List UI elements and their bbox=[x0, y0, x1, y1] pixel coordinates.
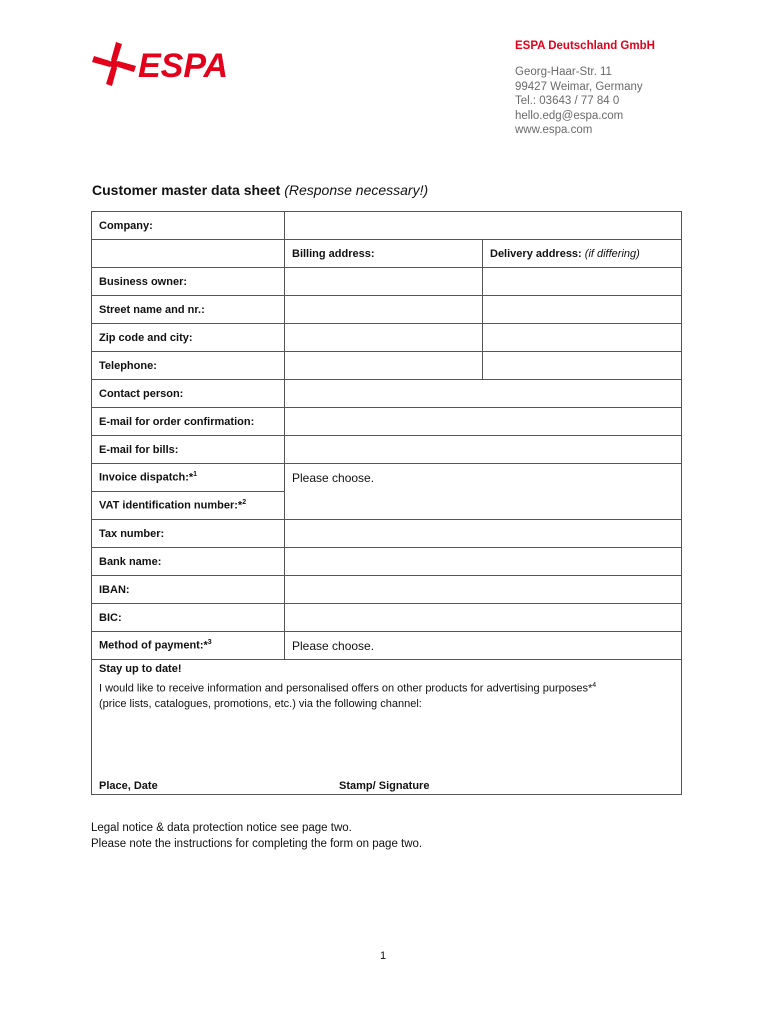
method-payment-select[interactable]: Please choose. bbox=[285, 632, 682, 660]
form-row bbox=[92, 548, 682, 576]
company-street: Georg-Haar-Str. 11 bbox=[515, 66, 612, 78]
method-payment-text: Method of payment:* bbox=[99, 639, 208, 652]
stay-text-line1: I would like to receive information and personalised offers on other products for advertising purposes* bbox=[99, 682, 593, 695]
delivery-address-header bbox=[483, 240, 682, 268]
delivery-header-label: Delivery address: bbox=[490, 247, 582, 260]
form-row bbox=[92, 380, 682, 408]
form-row bbox=[92, 240, 682, 268]
bic-label: BIC: bbox=[92, 604, 285, 632]
footnote-1: 1 bbox=[193, 471, 198, 479]
company-email[interactable]: hello.edg@espa.com bbox=[515, 109, 624, 122]
invoice-dispatch-select[interactable]: Please choose. bbox=[285, 464, 682, 520]
espa-logo bbox=[92, 40, 242, 86]
stay-text-line2: (price lists, catalogues, promotions, etc.) via the following channel: bbox=[99, 697, 422, 710]
tax-number-label: Tax number: bbox=[92, 520, 285, 548]
vat-id-text: VAT identification number:* bbox=[99, 499, 243, 512]
delivery-telephone-field[interactable] bbox=[483, 352, 682, 380]
company-tel: Tel.: 03643 / 77 84 0 bbox=[515, 95, 620, 107]
svg-text:ESPA: ESPA bbox=[138, 47, 229, 85]
form-row bbox=[92, 352, 682, 380]
form-row bbox=[92, 408, 682, 436]
telephone-label: Telephone: bbox=[92, 352, 285, 380]
page-title bbox=[92, 182, 428, 198]
stay-title: Stay up to date! bbox=[99, 663, 182, 675]
form-row bbox=[92, 632, 682, 660]
notes bbox=[91, 820, 422, 852]
title-note: (Response necessary!) bbox=[284, 182, 429, 198]
company-label: Company: bbox=[92, 212, 285, 240]
stay-text bbox=[99, 678, 677, 712]
zip-city-label: Zip code and city: bbox=[92, 324, 285, 352]
bank-name-field[interactable] bbox=[285, 548, 682, 576]
billing-street-field[interactable] bbox=[285, 296, 483, 324]
footnote-4: 4 bbox=[592, 682, 597, 689]
billing-telephone-field[interactable] bbox=[285, 352, 483, 380]
form-row bbox=[92, 576, 682, 604]
footnote-3: 3 bbox=[207, 639, 212, 647]
title-main: Customer master data sheet bbox=[92, 182, 281, 198]
tax-number-field[interactable] bbox=[285, 520, 682, 548]
form-row bbox=[92, 324, 682, 352]
pinwheel-icon bbox=[92, 42, 136, 86]
bic-field[interactable] bbox=[285, 604, 682, 632]
form-row bbox=[92, 268, 682, 296]
empty-cell bbox=[92, 240, 285, 268]
business-owner-label: Business owner: bbox=[92, 268, 285, 296]
form-row bbox=[92, 464, 682, 492]
form-row bbox=[92, 212, 682, 240]
stay-up-to-date-cell bbox=[92, 660, 682, 795]
contact-person-field[interactable] bbox=[285, 380, 682, 408]
legal-notice: Legal notice & data protection notice see page two. bbox=[91, 822, 352, 834]
company-city: 99427 Weimar, Germany bbox=[515, 80, 643, 93]
email-bills-label: E-mail for bills: bbox=[92, 436, 285, 464]
page-number: 1 bbox=[380, 950, 387, 962]
delivery-header-note: (if differing) bbox=[584, 247, 640, 260]
invoice-dispatch-label bbox=[92, 464, 285, 492]
delivery-zip-city-field[interactable] bbox=[483, 324, 682, 352]
iban-field[interactable] bbox=[285, 576, 682, 604]
bank-name-label: Bank name: bbox=[92, 548, 285, 576]
company-field[interactable] bbox=[285, 212, 682, 240]
email-order-label: E-mail for order confirmation: bbox=[92, 408, 285, 436]
instructions-note: Please note the instructions for completing the form on page two. bbox=[91, 838, 423, 850]
company-web[interactable]: www.espa.com bbox=[515, 124, 593, 136]
email-order-field[interactable] bbox=[285, 408, 682, 436]
footnote-2: 2 bbox=[242, 499, 247, 507]
billing-address-header: Billing address: bbox=[285, 240, 483, 268]
form-row bbox=[92, 296, 682, 324]
delivery-business-owner-field[interactable] bbox=[483, 268, 682, 296]
company-name: ESPA Deutschland GmbH bbox=[515, 40, 655, 52]
form-row bbox=[92, 520, 682, 548]
form-row bbox=[92, 436, 682, 464]
company-address bbox=[515, 40, 735, 138]
vat-id-label bbox=[92, 492, 285, 520]
method-payment-label bbox=[92, 632, 285, 660]
street-label: Street name and nr.: bbox=[92, 296, 285, 324]
form-row bbox=[92, 604, 682, 632]
iban-label: IBAN: bbox=[92, 576, 285, 604]
contact-person-label: Contact person: bbox=[92, 380, 285, 408]
form-row bbox=[92, 660, 682, 795]
email-bills-field[interactable] bbox=[285, 436, 682, 464]
billing-zip-city-field[interactable] bbox=[285, 324, 483, 352]
place-date-label: Place, Date bbox=[99, 780, 158, 792]
invoice-dispatch-text: Invoice dispatch:* bbox=[99, 471, 194, 484]
customer-form-table bbox=[91, 211, 682, 795]
billing-business-owner-field[interactable] bbox=[285, 268, 483, 296]
stamp-signature-label: Stamp/ Signature bbox=[339, 780, 430, 792]
delivery-street-field[interactable] bbox=[483, 296, 682, 324]
